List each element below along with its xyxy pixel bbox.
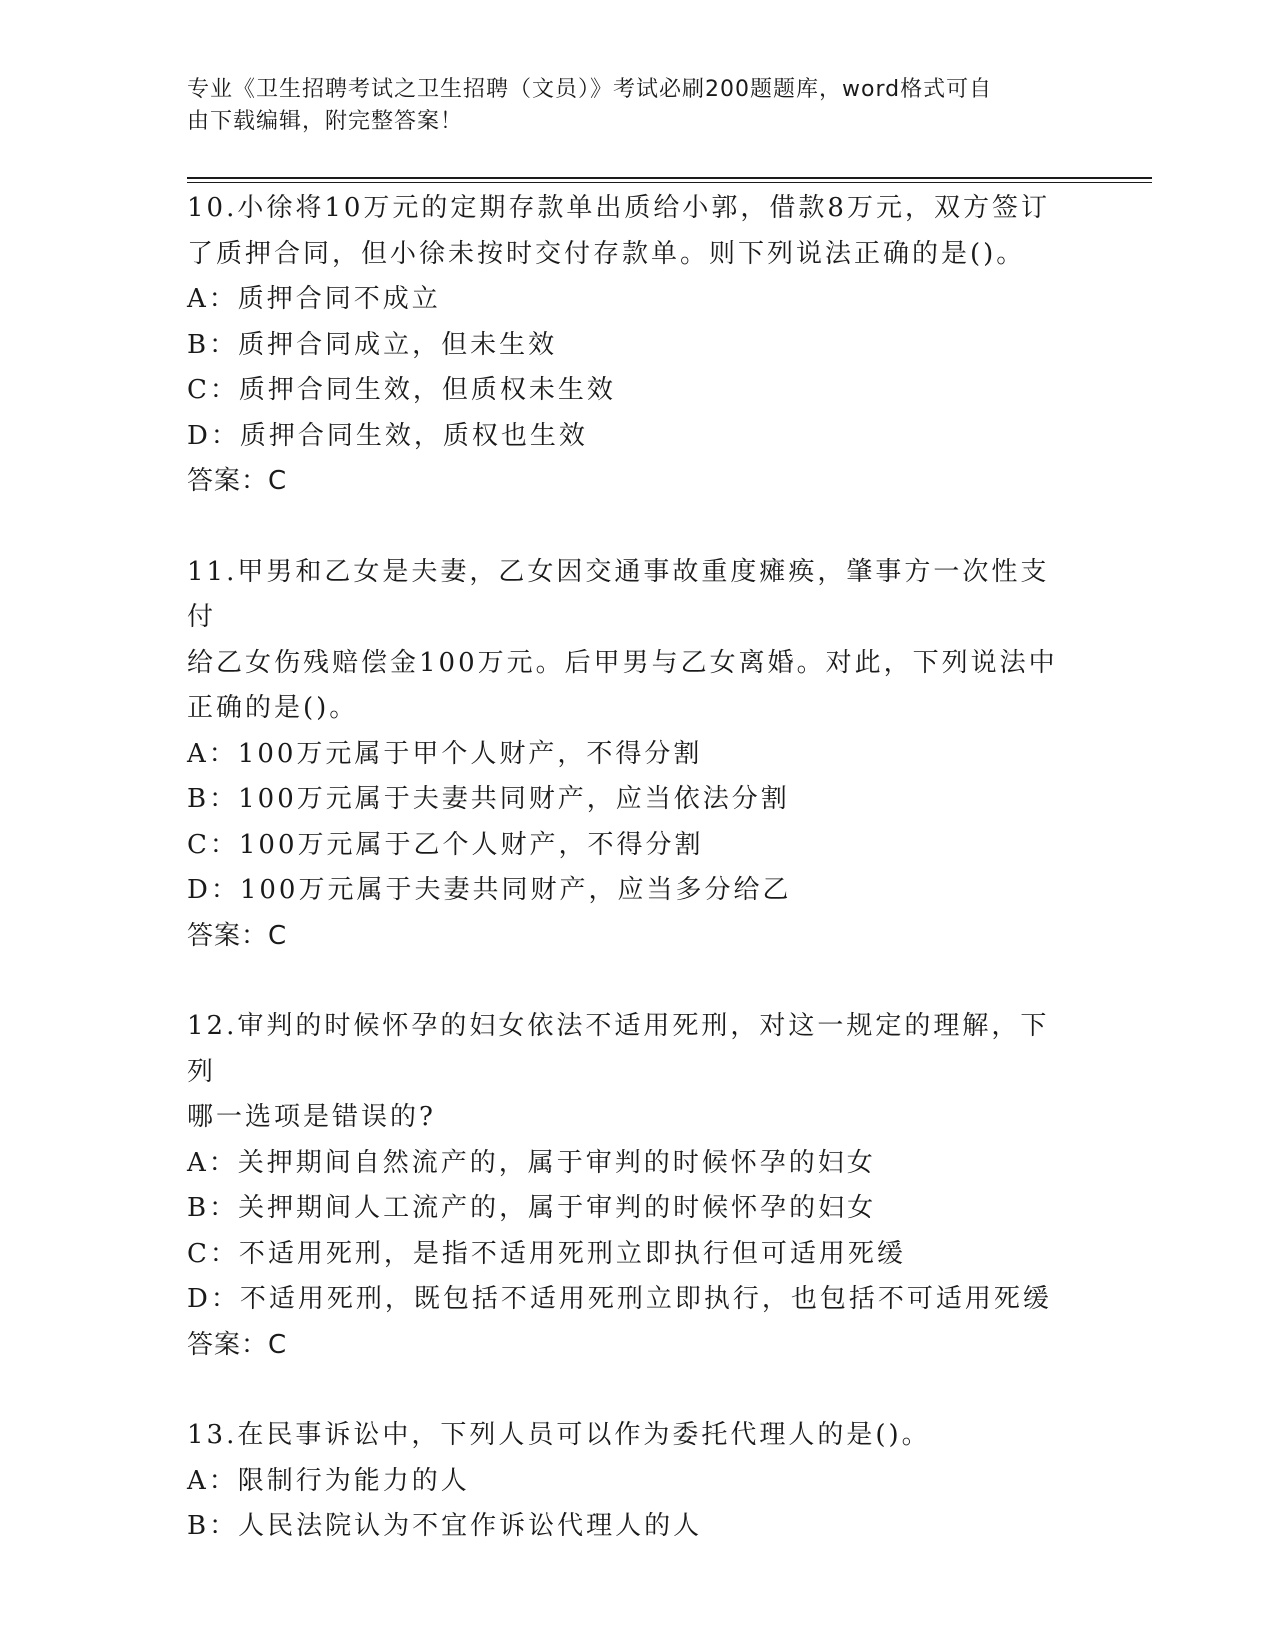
option-d: D：质押合同生效，质权也生效 — [187, 420, 588, 451]
header-line-1: 专业《卫生招聘考试之卫生招聘（文员）》考试必刷200题题库，word格式可自 — [187, 77, 993, 102]
option-b: B：100万元属于夫妻共同财产，应当依法分割 — [187, 784, 790, 814]
question-12 — [187, 1004, 1067, 1368]
option-a: A：质押合同不成立 — [187, 284, 441, 314]
header-divider-thin — [187, 182, 1152, 183]
option-c: C：100万元属于乙个人财产，不得分割 — [187, 829, 704, 860]
question-stem-line: 正确的是()。 — [187, 693, 359, 723]
option-c: C：不适用死刑，是指不适用死刑立即执行但可适用死缓 — [187, 1238, 906, 1269]
question-stem-line: 了质押合同，但小徐未按时交付存款单。则下列说法正确的是()。 — [187, 238, 1026, 269]
question-13 — [187, 1413, 1067, 1550]
option-b: B：人民法院认为不宜作诉讼代理人的人 — [187, 1511, 703, 1541]
answer-line: 答案：C — [187, 466, 288, 496]
answer-line: 答案：C — [187, 920, 288, 951]
question-stem-line: 给乙女伤残赔偿金100万元。后甲男与乙女离婚。对此，下列说法中 — [187, 647, 1058, 678]
question-10 — [187, 186, 1067, 505]
answer-line: 答案：C — [187, 1329, 288, 1360]
option-d: D：100万元属于夫妻共同财产，应当多分给乙 — [187, 875, 792, 905]
option-a: A：100万元属于甲个人财产，不得分割 — [187, 738, 703, 769]
option-a: A：关押期间自然流产的，属于审判的时候怀孕的妇女 — [187, 1147, 876, 1178]
question-11 — [187, 550, 1067, 960]
option-b: B：关押期间人工流产的，属于审判的时候怀孕的妇女 — [187, 1193, 877, 1223]
option-b: B：质押合同成立，但未生效 — [187, 329, 558, 360]
option-d: D：不适用死刑，既包括不适用死刑立即执行，也包括不可适用死缓 — [187, 1284, 1052, 1314]
question-stem-line: 13.在民事诉讼中，下列人员可以作为委托代理人的是()。 — [187, 1420, 931, 1450]
option-a: A：限制行为能力的人 — [187, 1465, 470, 1496]
question-stem-line: 10.小徐将10万元的定期存款单出质给小郭，借款8万元，双方签订 — [187, 193, 1050, 223]
question-stem-line: 11.甲男和乙女是夫妻，乙女因交通事故重度瘫痪，肇事方一次性支付 — [187, 556, 1050, 632]
document-header — [187, 74, 1067, 138]
question-stem-line: 12.审判的时候怀孕的妇女依法不适用死刑，对这一规定的理解，下列 — [187, 1011, 1050, 1087]
question-list — [187, 186, 1067, 1595]
header-line-2: 由下载编辑，附完整答案！ — [187, 109, 464, 134]
option-c: C：质押合同生效，但质权未生效 — [187, 375, 616, 405]
question-stem-line: 哪一选项是错误的? — [187, 1102, 436, 1132]
header-divider-thick — [187, 177, 1152, 179]
